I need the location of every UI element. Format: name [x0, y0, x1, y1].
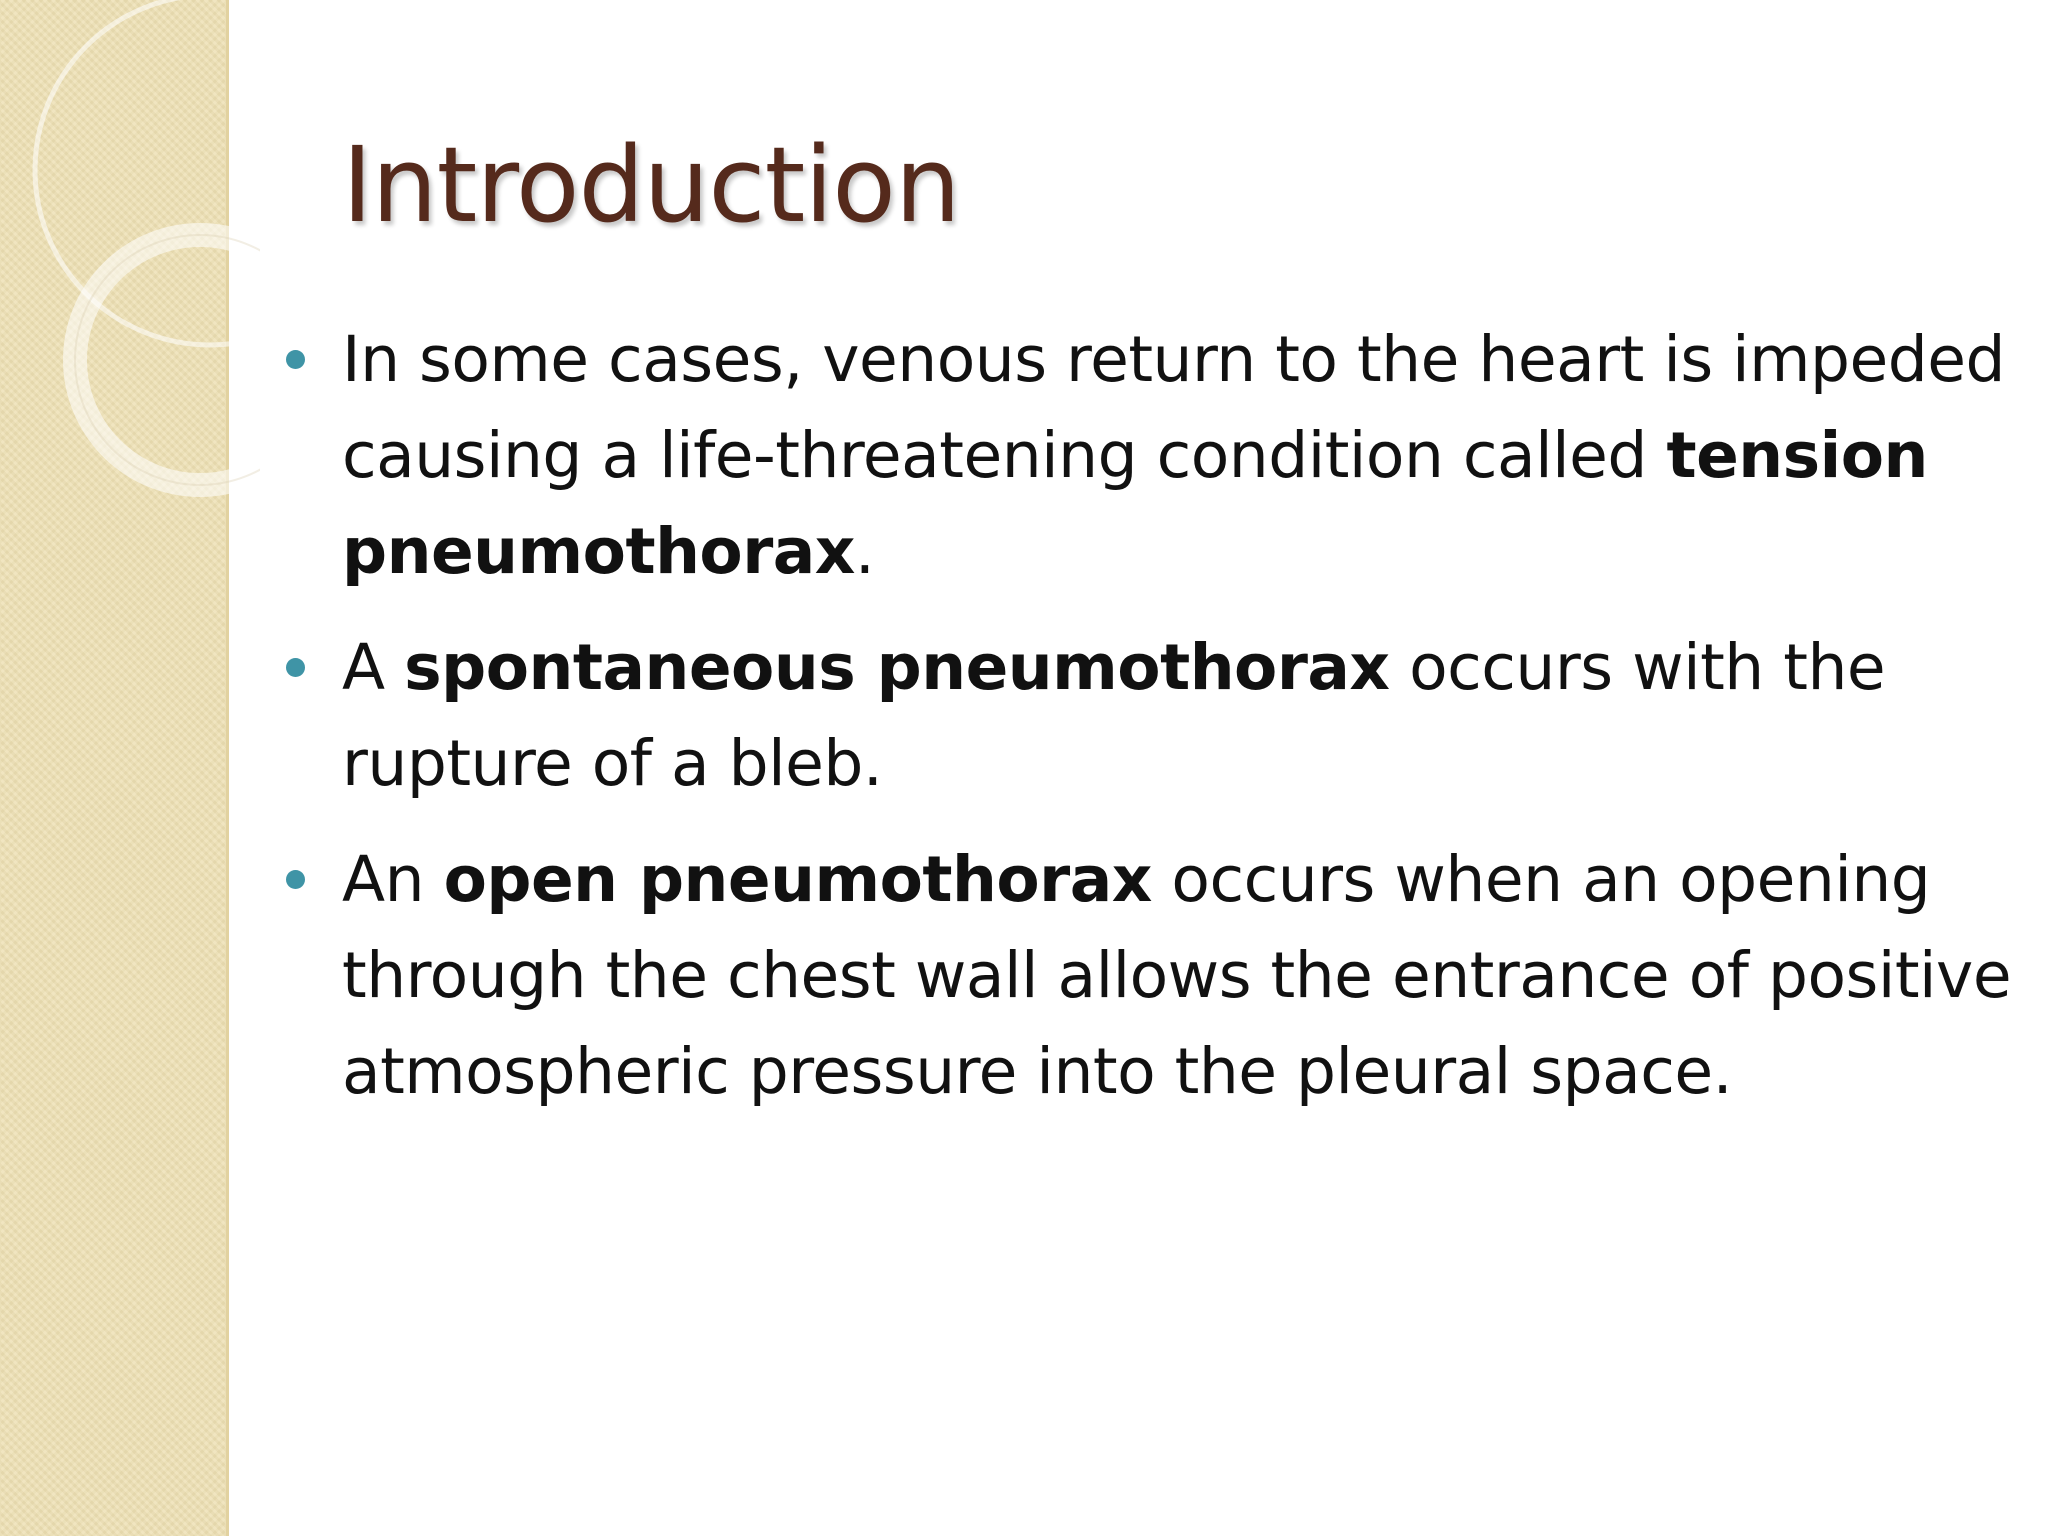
bullet-bold-term: spontaneous pneumothorax [404, 631, 1390, 704]
bullet-item [286, 620, 2026, 812]
bullet-dot-icon [286, 658, 305, 677]
decorative-rings [0, 0, 260, 520]
bullet-item [286, 832, 2026, 1120]
slide-title: Introduction [342, 124, 960, 246]
bullet-text: A [342, 631, 405, 704]
bullet-bold-term: open pneumothorax [443, 843, 1152, 916]
bullet-dot-icon [286, 870, 305, 889]
bullet-item [286, 312, 2026, 600]
bullet-dot-icon [286, 350, 305, 369]
bullet-list [286, 312, 2026, 1140]
bullet-text: . [854, 515, 875, 588]
bullet-bold-term: tension pneumothorax [342, 419, 1928, 588]
bullet-text: occurs when an opening through the chest wall allows the entrance of positive atmospheric pressure into the pleural space. [342, 843, 2012, 1108]
bullet-text: occurs with the rupture of a bleb. [342, 631, 1886, 800]
bullet-text: In some cases, venous return to the heart is impeded causing a life-threatening condition called [342, 323, 2006, 492]
bullet-text: An [342, 843, 444, 916]
